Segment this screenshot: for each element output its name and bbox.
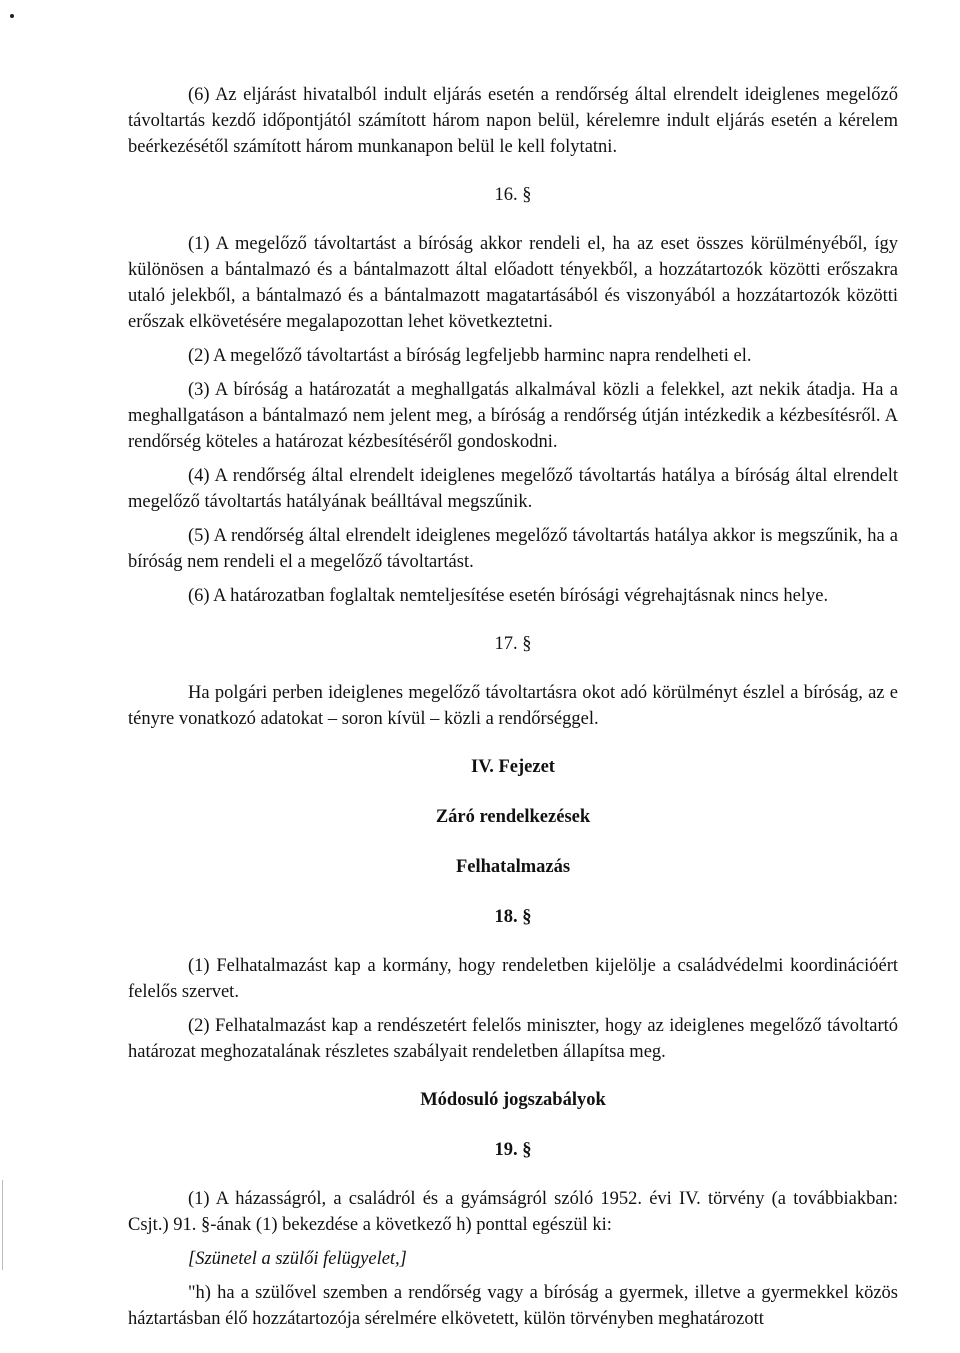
- paragraph-18-1: (1) Felhatalmazást kap a kormány, hogy rendeletben kijelölje a családvédelmi koordinációért felelős szervet.: [128, 956, 898, 1002]
- subtitle-amended-laws: Módosuló jogszabályok: [420, 1090, 606, 1110]
- section-17-heading: 17. §: [494, 634, 532, 654]
- chapter-heading: IV. Fejezet: [471, 757, 555, 777]
- chapter-title: Záró rendelkezések: [435, 807, 591, 827]
- paragraph-15-6: (6) Az eljárást hivatalból indult eljárás esetén a rendőrség által elrendelt ideiglenes megelőző távoltartás kezdő időpontjától számított három napon belül, kérelemre indult eljárás esetén a kérelem beérkezésétől számított három munkanapon belül le kell folytatni.: [128, 85, 898, 157]
- paragraph-18-2: (2) Felhatalmazást kap a rendészetért felelős miniszter, hogy az ideiglenes megelőző távoltartó határozat meghozatalának részletes szabályait rendeletben állapítsa meg.: [128, 1016, 898, 1062]
- paragraph-16-6: (6) A határozatban foglaltak nemteljesítése esetén bírósági végrehajtásnak nincs helye.: [188, 586, 829, 606]
- paragraph-16-2: (2) A megelőző távoltartást a bíróság legfeljebb harminc napra rendelheti el.: [188, 346, 752, 366]
- document-body: [128, 82, 898, 1332]
- paragraph-19-bracket: [Szünetel a szülői felügyelet,]: [188, 1249, 407, 1269]
- paragraph-16-4: (4) A rendőrség által elrendelt ideiglenes megelőző távoltartás hatálya a bíróság által elrendelt megelőző távoltartás hatályának beálltával megszűnik.: [128, 466, 898, 512]
- section-19-heading: 19. §: [494, 1140, 532, 1160]
- scan-edge-mark: [2, 1180, 3, 1270]
- section-16-heading: 16. §: [494, 185, 532, 205]
- subtitle-authorization: Felhatalmazás: [455, 857, 571, 877]
- scan-speck: [10, 14, 14, 18]
- paragraph-16-1: (1) A megelőző távoltartást a bíróság akkor rendeli el, ha az eset összes körülményéből, így különösen a bántalmazó és a bántalmazott által előadott tényekből, a hozzátartozók közötti erőszakra utaló jelekből, a bántalmazó és a bántalmazott magatartásából és viszonyából a hozzátartozók közötti erőszak elkövetésére megalapozottan lehet következtetni.: [128, 234, 898, 332]
- paragraph-16-3: (3) A bíróság a határozatát a meghallgatás alkalmával közli a felekkel, azt nekik átadja. Ha a meghallgatáson a bántalmazó nem jelent meg, a bíróság a rendőrség útján intézkedik a kézbesítésről. A rendőrség köteles a határozat kézbesítéséről gondoskodni.: [128, 380, 898, 452]
- section-18-heading: 18. §: [494, 907, 532, 927]
- paragraph-19-h: "h) ha a szülővel szemben a rendőrség vagy a bíróság a gyermek, illetve a gyermekkel közös háztartásban élő hozzátartozója sérelmére elkövetett, külön törvényben meghatározott: [128, 1283, 898, 1329]
- paragraph-19-1: (1) A házasságról, a családról és a gyámságról szóló 1952. évi IV. törvény (a továbbiakban: Csjt.) 91. §-ának (1) bekezdése a következő h) ponttal egészül ki:: [128, 1189, 898, 1235]
- paragraph-17: Ha polgári perben ideiglenes megelőző távoltartásra okot adó körülményt észlel a bíróság, az e tényre vonatkozó adatokat – soron kívül – közli a rendőrséggel.: [128, 683, 898, 729]
- paragraph-16-5: (5) A rendőrség által elrendelt ideiglenes megelőző távoltartás hatálya akkor is megszűnik, ha a bíróság nem rendeli el a megelőző távoltartást.: [128, 526, 898, 572]
